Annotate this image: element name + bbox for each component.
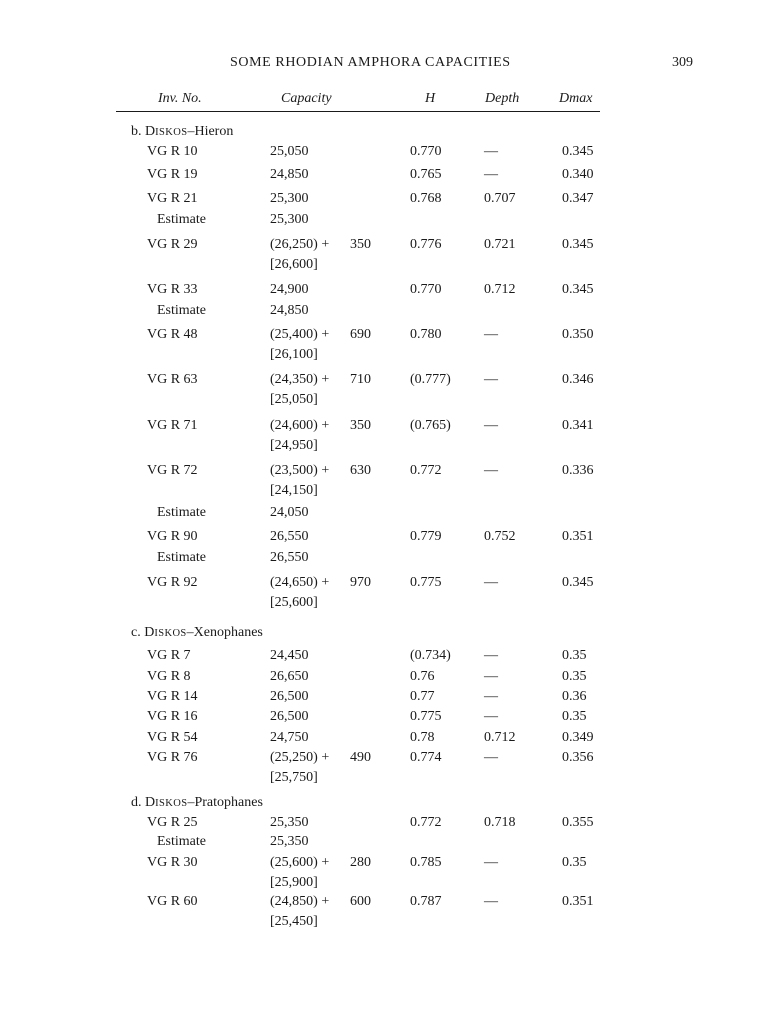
row-depth: —	[484, 689, 498, 704]
row-dmax: 0.340	[562, 167, 594, 182]
row-dmax: 0.341	[562, 418, 594, 433]
row-h: 0.776	[410, 237, 442, 252]
row-capacity: 26,500	[270, 709, 309, 724]
row-depth: —	[484, 855, 498, 870]
row-addition: 710	[350, 372, 371, 387]
table-row	[0, 855, 759, 895]
row-adjusted-capacity: [25,750]	[270, 770, 318, 785]
section-small-caps: ISKOS	[155, 798, 188, 809]
row-addition: 970	[350, 575, 371, 590]
row-capacity: 26,500	[270, 689, 309, 704]
row-inv-no: VG R 60	[147, 894, 198, 909]
row-dmax: 0.347	[562, 191, 594, 206]
row-capacity: 24,450	[270, 648, 309, 663]
section-rest: –Xenophanes	[186, 625, 263, 640]
row-adjusted-capacity: [24,150]	[270, 483, 318, 498]
row-inv-no: VG R 30	[147, 855, 198, 870]
row-dmax: 0.35	[562, 855, 587, 870]
row-dmax: 0.346	[562, 372, 594, 387]
row-capacity: 25,350	[270, 815, 309, 830]
section-prefix: d. D	[131, 795, 156, 810]
table-row	[0, 750, 759, 790]
section-small-caps: ISKOS	[154, 628, 187, 639]
row-inv-no: VG R 76	[147, 750, 198, 765]
row-capacity: 26,550	[270, 529, 309, 544]
table-row	[0, 237, 759, 277]
row-inv-no: Estimate	[157, 505, 206, 520]
row-inv-no: VG R 25	[147, 815, 198, 830]
row-inv-no: VG R 29	[147, 237, 198, 252]
row-inv-no: VG R 90	[147, 529, 198, 544]
row-inv-no: VG R 10	[147, 144, 198, 159]
row-depth: 0.707	[484, 191, 516, 206]
row-adjusted-capacity: [25,050]	[270, 392, 318, 407]
column-header-inv: Inv. No.	[158, 91, 202, 106]
row-inv-no: VG R 16	[147, 709, 198, 724]
row-adjusted-capacity: [25,600]	[270, 595, 318, 610]
row-h: 0.780	[410, 327, 442, 342]
section-rest: –Pratophanes	[187, 795, 263, 810]
row-dmax: 0.35	[562, 709, 587, 724]
row-depth: —	[484, 463, 498, 478]
running-title: SOME RHODIAN AMPHORA CAPACITIES	[230, 55, 511, 70]
row-h: (0.765)	[410, 418, 451, 433]
row-adjusted-capacity: [25,450]	[270, 914, 318, 929]
row-h: 0.768	[410, 191, 442, 206]
row-adjusted-capacity: [24,950]	[270, 438, 318, 453]
row-dmax: 0.35	[562, 648, 587, 663]
row-capacity: (24,350) +	[270, 372, 330, 387]
row-dmax: 0.345	[562, 237, 594, 252]
row-capacity: 26,550	[270, 550, 309, 565]
row-dmax: 0.350	[562, 327, 594, 342]
row-addition: 630	[350, 463, 371, 478]
row-depth: 0.712	[484, 730, 516, 745]
row-inv-no: VG R 54	[147, 730, 198, 745]
row-capacity: (25,400) +	[270, 327, 330, 342]
table-row	[0, 327, 759, 367]
row-inv-no: Estimate	[157, 834, 206, 849]
row-depth: —	[484, 372, 498, 387]
section-prefix: c. D	[131, 625, 155, 640]
row-h: 0.774	[410, 750, 442, 765]
section-heading	[131, 795, 263, 811]
column-header-h: H	[425, 91, 436, 106]
row-inv-no: VG R 48	[147, 327, 198, 342]
row-depth: —	[484, 327, 498, 342]
table-row	[0, 894, 759, 934]
section-rest: –Hieron	[187, 124, 234, 139]
row-capacity: 25,350	[270, 834, 309, 849]
row-depth: —	[484, 669, 498, 684]
row-inv-no: Estimate	[157, 550, 206, 565]
row-capacity: (26,250) +	[270, 237, 330, 252]
row-dmax: 0.351	[562, 529, 594, 544]
row-depth: —	[484, 894, 498, 909]
page-number: 309	[672, 55, 693, 70]
section-heading	[131, 124, 233, 140]
row-dmax: 0.336	[562, 463, 594, 478]
row-inv-no: VG R 71	[147, 418, 198, 433]
row-depth: —	[484, 167, 498, 182]
row-depth: —	[484, 648, 498, 663]
row-depth: 0.712	[484, 282, 516, 297]
row-capacity: 25,050	[270, 144, 309, 159]
row-capacity: 25,300	[270, 191, 309, 206]
row-depth: —	[484, 709, 498, 724]
row-h: 0.770	[410, 144, 442, 159]
row-h: 0.765	[410, 167, 442, 182]
row-capacity: (23,500) +	[270, 463, 330, 478]
row-depth: 0.721	[484, 237, 516, 252]
row-inv-no: VG R 14	[147, 689, 198, 704]
column-header-capacity: Capacity	[281, 91, 332, 106]
row-depth: 0.718	[484, 815, 516, 830]
row-addition: 690	[350, 327, 371, 342]
row-depth: —	[484, 750, 498, 765]
row-inv-no: VG R 33	[147, 282, 198, 297]
row-dmax: 0.345	[562, 282, 594, 297]
row-depth: —	[484, 418, 498, 433]
row-dmax: 0.35	[562, 669, 587, 684]
row-addition: 350	[350, 237, 371, 252]
section-small-caps: ISKOS	[155, 127, 188, 138]
section-heading	[131, 625, 263, 641]
running-head	[0, 55, 759, 75]
row-inv-no: VG R 92	[147, 575, 198, 590]
row-capacity: 25,300	[270, 212, 309, 227]
row-inv-no: Estimate	[157, 303, 206, 318]
row-h: 0.772	[410, 463, 442, 478]
row-capacity: 24,900	[270, 282, 309, 297]
row-dmax: 0.345	[562, 144, 594, 159]
row-h: 0.76	[410, 669, 435, 684]
row-adjusted-capacity: [26,600]	[270, 257, 318, 272]
row-capacity: (24,850) +	[270, 894, 330, 909]
row-h: 0.78	[410, 730, 435, 745]
row-h: (0.777)	[410, 372, 451, 387]
table-row	[0, 418, 759, 458]
row-dmax: 0.355	[562, 815, 594, 830]
row-capacity: (24,650) +	[270, 575, 330, 590]
table-row	[0, 372, 759, 412]
row-capacity: 24,750	[270, 730, 309, 745]
row-capacity: 24,850	[270, 303, 309, 318]
table-row	[0, 575, 759, 615]
row-h: 0.787	[410, 894, 442, 909]
row-inv-no: VG R 63	[147, 372, 198, 387]
row-capacity: 24,850	[270, 167, 309, 182]
row-dmax: 0.351	[562, 894, 594, 909]
row-capacity: 24,050	[270, 505, 309, 520]
row-inv-no: VG R 7	[147, 648, 191, 663]
header-rule	[116, 111, 600, 112]
row-h: 0.77	[410, 689, 435, 704]
row-h: 0.785	[410, 855, 442, 870]
row-capacity: (25,600) +	[270, 855, 330, 870]
row-capacity: (24,600) +	[270, 418, 330, 433]
row-adjusted-capacity: [26,100]	[270, 347, 318, 362]
row-dmax: 0.356	[562, 750, 594, 765]
column-header-dmax: Dmax	[559, 91, 593, 106]
row-adjusted-capacity: [25,900]	[270, 875, 318, 890]
row-inv-no: VG R 72	[147, 463, 198, 478]
row-inv-no: VG R 19	[147, 167, 198, 182]
row-depth: 0.752	[484, 529, 516, 544]
row-h: 0.779	[410, 529, 442, 544]
row-inv-no: VG R 21	[147, 191, 198, 206]
row-addition: 350	[350, 418, 371, 433]
row-capacity: (25,250) +	[270, 750, 330, 765]
row-capacity: 26,650	[270, 669, 309, 684]
row-inv-no: Estimate	[157, 212, 206, 227]
section-prefix: b. D	[131, 124, 156, 139]
row-depth: —	[484, 144, 498, 159]
row-dmax: 0.345	[562, 575, 594, 590]
row-h: 0.775	[410, 575, 442, 590]
row-depth: —	[484, 575, 498, 590]
row-dmax: 0.36	[562, 689, 587, 704]
row-dmax: 0.349	[562, 730, 594, 745]
table-row	[0, 463, 759, 503]
column-header-depth: Depth	[485, 91, 520, 106]
row-h: (0.734)	[410, 648, 451, 663]
row-addition: 490	[350, 750, 371, 765]
row-addition: 600	[350, 894, 371, 909]
row-addition: 280	[350, 855, 371, 870]
row-inv-no: VG R 8	[147, 669, 191, 684]
row-h: 0.775	[410, 709, 442, 724]
row-h: 0.770	[410, 282, 442, 297]
row-h: 0.772	[410, 815, 442, 830]
